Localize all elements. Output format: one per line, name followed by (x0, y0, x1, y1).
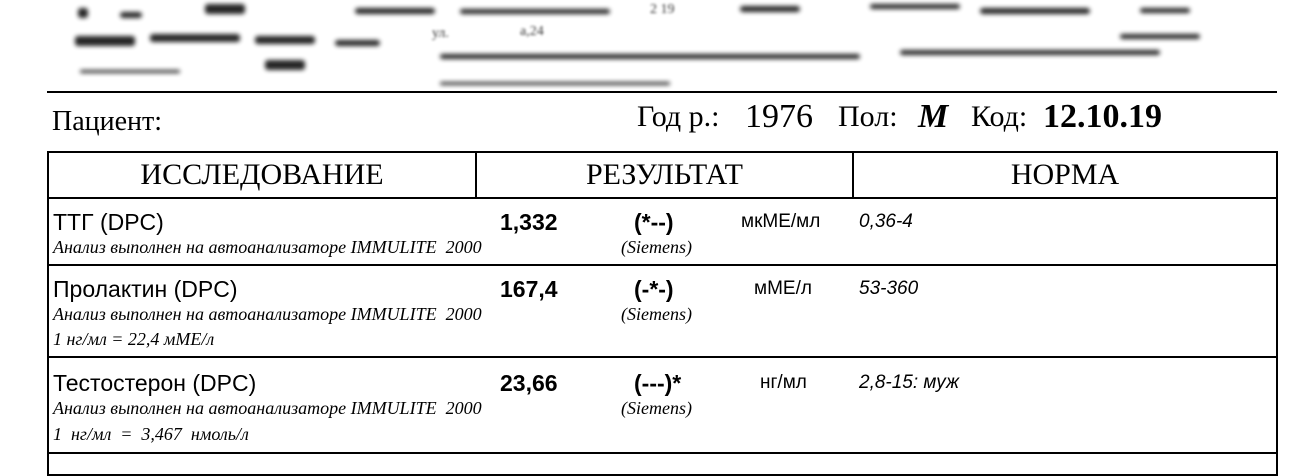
table-row (48, 357, 1277, 453)
code-label: Код: (971, 100, 1028, 133)
analyzer-note: Анализ выполнен на автоанализаторе IMMULITE 2000 (53, 304, 482, 324)
analyzer-note: Анализ выполнен на автоанализаторе IMMULITE 2000 (53, 237, 482, 257)
reference-range: 53-360 (859, 278, 919, 299)
manufacturer-note: (Siemens) (621, 304, 692, 324)
sex-value: М (918, 98, 949, 135)
birth-year-value: 1976 (745, 98, 813, 135)
column-header-result: РЕЗУЛЬТАТ (476, 152, 853, 198)
result-value: 1,332 (500, 209, 558, 235)
reference-range: 2,8-15: муж (859, 372, 960, 393)
result-unit: мМЕ/л (754, 278, 812, 299)
result-flag: (*--) (634, 209, 674, 235)
reference-range: 0,36-4 (859, 211, 913, 232)
header-divider (47, 91, 1277, 93)
unit-conversion: 1 нг/мл = 3,467 нмоль/л (53, 424, 249, 444)
result-value: 167,4 (500, 276, 558, 302)
column-header-test: ИССЛЕДОВАНИЕ (48, 152, 476, 198)
result-value: 23,66 (500, 370, 558, 396)
results-table (47, 151, 1278, 476)
birth-year-label: Год р.: (637, 100, 720, 133)
result-flag: (-*-) (634, 276, 674, 302)
manufacturer-note: (Siemens) (621, 398, 692, 418)
test-name: ТТГ (DPC) (53, 209, 164, 235)
result-flag: (---)* (634, 370, 682, 396)
row-cell-prolactin (48, 265, 1277, 357)
analyzer-note: Анализ выполнен на автоанализаторе IMMULITE 2000 (53, 398, 482, 418)
table-row (48, 265, 1277, 357)
manufacturer-note: (Siemens) (621, 237, 692, 257)
result-unit: нг/мл (760, 372, 807, 393)
sex-label: Пол: (838, 100, 898, 133)
unit-conversion: 1 нг/мл = 22,4 мМЕ/л (53, 329, 215, 349)
test-name: Тестостерон (DPC) (53, 370, 257, 396)
table-row (48, 453, 1277, 475)
result-unit: мкМЕ/мл (741, 211, 821, 232)
table-header-row (48, 152, 1277, 198)
code-value: 12.10.19 (1043, 98, 1162, 135)
row-cell-tsh (48, 198, 1277, 265)
patient-info (0, 98, 1307, 144)
table-row (48, 198, 1277, 265)
row-cell-testosterone (48, 357, 1277, 453)
column-header-norm: НОРМА (853, 152, 1277, 198)
patient-label: Пациент: (52, 106, 163, 137)
test-name: Пролактин (DPC) (53, 276, 238, 302)
row-cell-cutoff (48, 453, 1277, 475)
